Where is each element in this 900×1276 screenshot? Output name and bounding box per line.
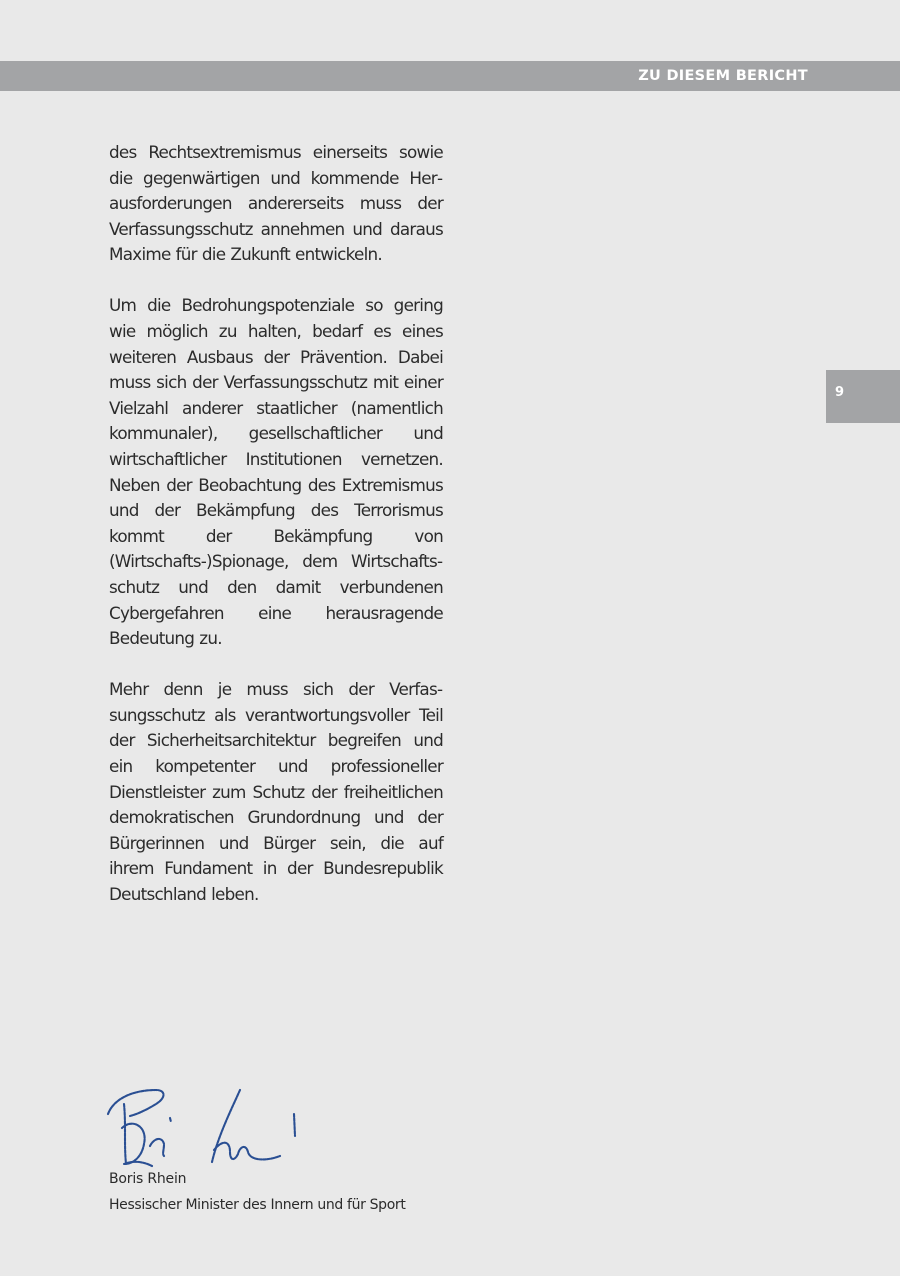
page-number-tab — [826, 370, 900, 423]
signer-name: Boris Rhein — [109, 1171, 187, 1187]
paragraph-2: Um die Bedrohungspotenziale so gering wie möglich zu halten, bedarf es eines weiteren Ausbaus der Prävention. Dabei muss sich der Verfassungsschutz mit einer Vielzahl anderer staatlicher (namentlich kommunaler), gesellschaftlicher und wirtschaftlicher Institutionen vernetzen. Neben der Beobachtung des Extremismus und der Bekämpfung des Terrorismus kommt der Bekämpfung von (Wirtschafts-)Spionage, dem Wirtschaftsschutz und den damit verbundenen Cybergefahren eine herausragende Bedeutung zu. — [109, 295, 443, 649]
paragraph-1: des Rechtsextremismus einerseits sowie die gegenwärtigen und kommende Herausforderungen andererseits muss der Verfassungsschutz annehmen und daraus Maxime für die Zukunft entwickeln. — [109, 142, 443, 265]
header-bar — [0, 61, 900, 91]
page-number: 9 — [835, 385, 845, 400]
signer-role: Hessischer Minister des Innern und für Sport — [109, 1197, 406, 1213]
body-text — [109, 140, 443, 933]
handwritten-signature — [104, 1084, 304, 1170]
section-title: ZU DIESEM BERICHT — [638, 68, 808, 84]
paragraph-3: Mehr denn je muss sich der Verfassungsschutz als verantwortungsvoller Teil der Sicherheitsarchitektur begreifen und ein kompetenter und professioneller Dienstleister zum Schutz der freiheitlichen demokratischen Grundordnung und der Bürgerinnen und Bürger sein, die auf ihrem Fundament in der Bundesrepublik Deutschland leben. — [109, 679, 443, 905]
